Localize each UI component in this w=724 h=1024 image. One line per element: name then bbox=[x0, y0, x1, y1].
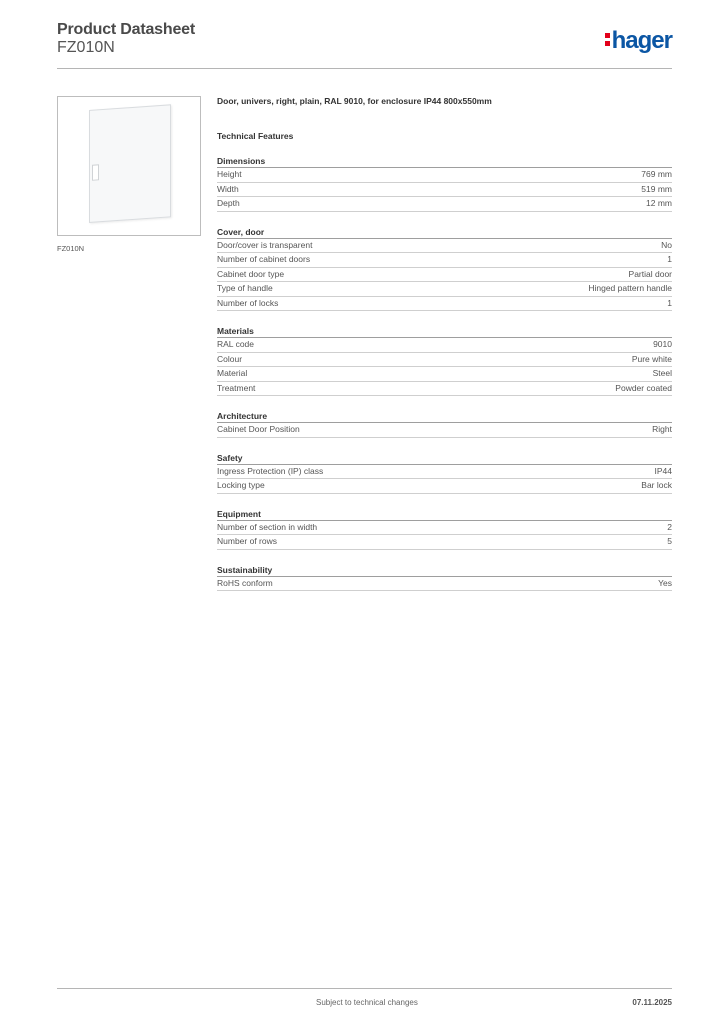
spec-label: Type of handle bbox=[217, 283, 273, 293]
spec-value: Pure white bbox=[631, 353, 672, 364]
spec-section bbox=[217, 411, 672, 438]
spec-section bbox=[217, 453, 672, 494]
spec-label: Ingress Protection (IP) class bbox=[217, 465, 324, 476]
spec-row bbox=[217, 297, 672, 312]
spec-section bbox=[217, 156, 672, 212]
section-title: Sustainability bbox=[217, 565, 672, 577]
spec-row bbox=[217, 353, 672, 368]
spec-row bbox=[217, 535, 672, 550]
spec-row bbox=[217, 338, 672, 353]
spec-row bbox=[217, 465, 672, 480]
product-description: Door, univers, right, plain, RAL 9010, for enclosure IP44 800x550mm bbox=[217, 96, 492, 106]
spec-label: Treatment bbox=[217, 382, 256, 393]
spec-value: 1 bbox=[667, 254, 672, 264]
spec-label: Number of rows bbox=[217, 536, 277, 546]
spec-value: Steel bbox=[652, 368, 672, 378]
spec-label: Depth bbox=[217, 198, 240, 208]
spec-value: Powder coated bbox=[615, 382, 672, 393]
header-divider bbox=[57, 68, 672, 69]
image-caption: FZ010N bbox=[57, 244, 85, 253]
spec-row bbox=[217, 479, 672, 494]
logo-text: hager bbox=[611, 27, 672, 54]
spec-value: Yes bbox=[658, 577, 672, 588]
spec-label: Height bbox=[217, 169, 242, 179]
spec-row bbox=[217, 382, 672, 397]
spec-label: Number of cabinet doors bbox=[217, 254, 311, 264]
spec-label: Cabinet door type bbox=[217, 268, 285, 279]
spec-row bbox=[217, 168, 672, 183]
spec-label: Number of section in width bbox=[217, 521, 318, 532]
product-code: FZ010N bbox=[57, 39, 115, 56]
spec-section bbox=[217, 509, 672, 550]
section-title: Cover, door bbox=[217, 227, 672, 239]
spec-section bbox=[217, 326, 672, 396]
page-header bbox=[57, 20, 672, 68]
door-image bbox=[89, 104, 171, 223]
spec-label: Width bbox=[217, 183, 239, 194]
spec-section bbox=[217, 565, 672, 592]
product-image bbox=[57, 96, 201, 236]
spec-label: RAL code bbox=[217, 339, 255, 349]
spec-value: Right bbox=[652, 424, 672, 434]
spec-value: 1 bbox=[667, 297, 672, 308]
spec-value: Bar lock bbox=[641, 480, 672, 490]
spec-row bbox=[217, 197, 672, 212]
section-title: Materials bbox=[217, 326, 672, 338]
spec-value: 519 mm bbox=[641, 183, 672, 194]
spec-row bbox=[217, 367, 672, 382]
section-title: Equipment bbox=[217, 509, 672, 521]
spec-label: Locking type bbox=[217, 480, 265, 490]
spec-label: Material bbox=[217, 368, 248, 378]
spec-value: No bbox=[661, 239, 672, 250]
document-title: Product Datasheet bbox=[57, 21, 195, 38]
spec-row bbox=[217, 253, 672, 268]
spec-sections bbox=[217, 156, 672, 591]
spec-value: 2 bbox=[667, 521, 672, 532]
spec-label: Colour bbox=[217, 353, 243, 364]
footer-date: 07.11.2025 bbox=[632, 998, 672, 1007]
spec-row bbox=[217, 423, 672, 438]
spec-row bbox=[217, 282, 672, 297]
logo-dots-icon bbox=[605, 30, 610, 48]
spec-row bbox=[217, 239, 672, 254]
spec-value: IP44 bbox=[654, 465, 672, 476]
section-title: Safety bbox=[217, 453, 672, 465]
footer-note: Subject to technical changes bbox=[316, 998, 418, 1007]
section-title: Architecture bbox=[217, 411, 672, 423]
specifications bbox=[217, 96, 672, 591]
spec-value: 5 bbox=[667, 536, 672, 546]
spec-row bbox=[217, 577, 672, 592]
spec-value: Partial door bbox=[628, 268, 672, 279]
spec-section bbox=[217, 227, 672, 312]
spec-value: 9010 bbox=[653, 339, 672, 349]
hager-logo bbox=[605, 27, 672, 55]
spec-label: Number of locks bbox=[217, 297, 279, 308]
spec-value: 769 mm bbox=[641, 169, 672, 179]
spec-value: 12 mm bbox=[646, 198, 672, 208]
spec-row bbox=[217, 521, 672, 536]
door-handle-icon bbox=[92, 164, 99, 180]
spec-label: RoHS conform bbox=[217, 577, 273, 588]
spec-row bbox=[217, 183, 672, 198]
spec-value: Hinged pattern handle bbox=[588, 283, 672, 293]
footer-divider bbox=[57, 988, 672, 989]
spec-row bbox=[217, 268, 672, 283]
section-title: Dimensions bbox=[217, 156, 672, 168]
spec-label: Cabinet Door Position bbox=[217, 424, 300, 434]
technical-features-title: Technical Features bbox=[217, 131, 294, 141]
spec-label: Door/cover is transparent bbox=[217, 239, 313, 250]
